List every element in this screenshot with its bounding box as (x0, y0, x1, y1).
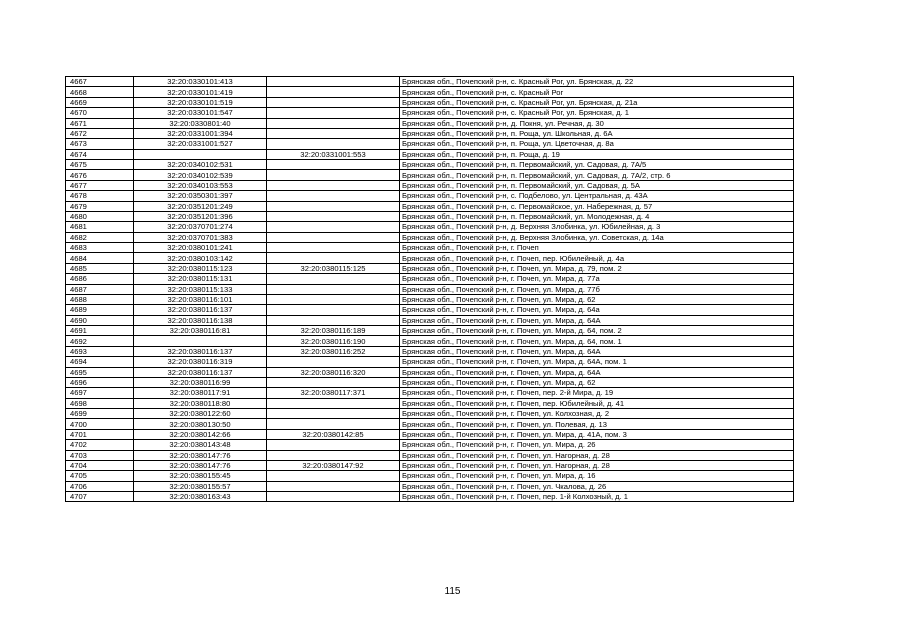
table-row (66, 77, 794, 87)
address-cell: Брянская обл., Почепский р-н, г. Почеп, пер. 2-й Мира, д. 19 (400, 388, 794, 398)
address-cell: Брянская обл., Почепский р-н, п. Роща, д. 19 (400, 149, 794, 159)
address-cell: Брянская обл., Почепский р-н, г. Почеп (400, 243, 794, 253)
linked-cadastral-number-cell (267, 201, 400, 211)
row-number-cell: 4687 (66, 284, 134, 294)
cadastral-number-cell: 32:20:0331001:527 (134, 139, 267, 149)
linked-cadastral-number-cell (267, 305, 400, 315)
linked-cadastral-number-cell: 32:20:0380115:125 (267, 263, 400, 273)
table-row (66, 108, 794, 118)
cadastral-number-cell: 32:20:0330101:519 (134, 97, 267, 107)
linked-cadastral-number-cell (267, 191, 400, 201)
linked-cadastral-number-cell (267, 440, 400, 450)
linked-cadastral-number-cell (267, 377, 400, 387)
linked-cadastral-number-cell (267, 87, 400, 97)
address-cell: Брянская обл., Почепский р-н, г. Почеп, ул. Полевая, д. 13 (400, 419, 794, 429)
table-row (66, 315, 794, 325)
linked-cadastral-number-cell (267, 315, 400, 325)
table-row (66, 388, 794, 398)
cadastral-number-cell: 32:20:0380103:142 (134, 253, 267, 263)
address-cell: Брянская обл., Почепский р-н, д. Верхняя Злобинка, ул. Юбилейная, д. 3 (400, 222, 794, 232)
address-cell: Брянская обл., Почепский р-н, п. Роща, ул. Школьная, д. 6А (400, 128, 794, 138)
linked-cadastral-number-cell (267, 160, 400, 170)
address-cell: Брянская обл., Почепский р-н, г. Почеп, пер. Юбилейный, д. 4а (400, 253, 794, 263)
table-row (66, 481, 794, 491)
row-number-cell: 4669 (66, 97, 134, 107)
address-cell: Брянская обл., Почепский р-н, г. Почеп, ул. Мира, д. 64, пом. 1 (400, 336, 794, 346)
cadastral-number-cell: 32:20:0351201:249 (134, 201, 267, 211)
address-cell: Брянская обл., Почепский р-н, г. Почеп, ул. Нагорная, д. 28 (400, 450, 794, 460)
address-cell: Брянская обл., Почепский р-н, п. Первомайский, ул. Молодежная, д. 4 (400, 211, 794, 221)
row-number-cell: 4668 (66, 87, 134, 97)
registry-table-body (66, 77, 794, 502)
row-number-cell: 4704 (66, 460, 134, 470)
table-row (66, 492, 794, 502)
linked-cadastral-number-cell: 32:20:0331001:553 (267, 149, 400, 159)
linked-cadastral-number-cell: 32:20:0380116:189 (267, 326, 400, 336)
address-cell: Брянская обл., Почепский р-н, г. Почеп, ул. Чкалова, д. 26 (400, 481, 794, 491)
address-cell: Брянская обл., Почепский р-н, п. Роща, ул. Цветочная, д. 8а (400, 139, 794, 149)
address-cell: Брянская обл., Почепский р-н, г. Почеп, ул. Мира, д. 64А (400, 367, 794, 377)
row-number-cell: 4684 (66, 253, 134, 263)
cadastral-number-cell: 32:20:0380155:45 (134, 471, 267, 481)
cadastral-number-cell: 32:20:0380116:99 (134, 377, 267, 387)
address-cell: Брянская обл., Почепский р-н, г. Почеп, ул. Колхозная, д. 2 (400, 409, 794, 419)
cadastral-number-cell: 32:20:0370701:274 (134, 222, 267, 232)
table-row (66, 377, 794, 387)
table-row (66, 429, 794, 439)
linked-cadastral-number-cell (267, 118, 400, 128)
cadastral-number-cell: 32:20:0340103:553 (134, 180, 267, 190)
linked-cadastral-number-cell (267, 180, 400, 190)
linked-cadastral-number-cell: 32:20:0380147:92 (267, 460, 400, 470)
table-row (66, 336, 794, 346)
address-cell: Брянская обл., Почепский р-н, г. Почеп, ул. Мира, д. 26 (400, 440, 794, 450)
address-cell: Брянская обл., Почепский р-н, д. Покня, ул. Речная, д. 30 (400, 118, 794, 128)
cadastral-number-cell: 32:20:0380116:137 (134, 367, 267, 377)
address-cell: Брянская обл., Почепский р-н, г. Почеп, ул. Мира, д. 77б (400, 284, 794, 294)
row-number-cell: 4680 (66, 211, 134, 221)
cadastral-number-cell: 32:20:0380116:138 (134, 315, 267, 325)
linked-cadastral-number-cell (267, 284, 400, 294)
registry-table (65, 76, 794, 502)
cadastral-number-cell (134, 336, 267, 346)
table-row (66, 460, 794, 470)
cadastral-number-cell: 32:20:0330101:413 (134, 77, 267, 87)
table-row (66, 398, 794, 408)
cadastral-number-cell: 32:20:0380118:80 (134, 398, 267, 408)
table-row (66, 180, 794, 190)
table-row (66, 97, 794, 107)
row-number-cell: 4674 (66, 149, 134, 159)
linked-cadastral-number-cell (267, 274, 400, 284)
table-row (66, 263, 794, 273)
row-number-cell: 4673 (66, 139, 134, 149)
row-number-cell: 4681 (66, 222, 134, 232)
table-row (66, 367, 794, 377)
address-cell: Брянская обл., Почепский р-н, г. Почеп, ул. Мира, д. 64А, пом. 1 (400, 357, 794, 367)
table-row (66, 243, 794, 253)
page-number: 115 (444, 586, 461, 597)
linked-cadastral-number-cell (267, 409, 400, 419)
row-number-cell: 4697 (66, 388, 134, 398)
row-number-cell: 4686 (66, 274, 134, 284)
linked-cadastral-number-cell (267, 97, 400, 107)
row-number-cell: 4688 (66, 294, 134, 304)
linked-cadastral-number-cell (267, 232, 400, 242)
table-row (66, 294, 794, 304)
table-row (66, 409, 794, 419)
address-cell: Брянская обл., Почепский р-н, д. Верхняя Злобинка, ул. Советская, д. 14а (400, 232, 794, 242)
linked-cadastral-number-cell (267, 492, 400, 502)
cadastral-number-cell: 32:20:0330101:419 (134, 87, 267, 97)
cadastral-number-cell: 32:20:0380147:76 (134, 460, 267, 470)
linked-cadastral-number-cell (267, 108, 400, 118)
linked-cadastral-number-cell (267, 450, 400, 460)
cadastral-number-cell: 32:20:0331001:394 (134, 128, 267, 138)
address-cell: Брянская обл., Почепский р-н, г. Почеп, ул. Мира, д. 41А, пом. 3 (400, 429, 794, 439)
row-number-cell: 4676 (66, 170, 134, 180)
table-row (66, 170, 794, 180)
row-number-cell: 4672 (66, 128, 134, 138)
cadastral-number-cell: 32:20:0380116:319 (134, 357, 267, 367)
row-number-cell: 4689 (66, 305, 134, 315)
linked-cadastral-number-cell (267, 222, 400, 232)
table-row (66, 232, 794, 242)
cadastral-number-cell: 32:20:0380115:123 (134, 263, 267, 273)
address-cell: Брянская обл., Почепский р-н, с. Первомайское, ул. Набережная, д. 57 (400, 201, 794, 211)
cadastral-number-cell: 32:20:0380147:76 (134, 450, 267, 460)
cadastral-number-cell: 32:20:0330801:40 (134, 118, 267, 128)
linked-cadastral-number-cell (267, 294, 400, 304)
address-cell: Брянская обл., Почепский р-н, г. Почеп, ул. Мира, д. 62 (400, 377, 794, 387)
table-row (66, 87, 794, 97)
linked-cadastral-number-cell (267, 170, 400, 180)
table-row (66, 160, 794, 170)
table-row (66, 346, 794, 356)
row-number-cell: 4693 (66, 346, 134, 356)
cadastral-number-cell: 32:20:0370701:383 (134, 232, 267, 242)
address-cell: Брянская обл., Почепский р-н, г. Почеп, пер. 1-й Колхозный, д. 1 (400, 492, 794, 502)
address-cell: Брянская обл., Почепский р-н, г. Почеп, ул. Мира, д. 64, пом. 2 (400, 326, 794, 336)
address-cell: Брянская обл., Почепский р-н, г. Почеп, ул. Мира, д. 64а (400, 305, 794, 315)
row-number-cell: 4696 (66, 377, 134, 387)
linked-cadastral-number-cell (267, 419, 400, 429)
linked-cadastral-number-cell (267, 481, 400, 491)
address-cell: Брянская обл., Почепский р-н, п. Первомайский, ул. Садовая, д. 5А (400, 180, 794, 190)
row-number-cell: 4691 (66, 326, 134, 336)
row-number-cell: 4682 (66, 232, 134, 242)
address-cell: Брянская обл., Почепский р-н, г. Почеп, ул. Мира, д. 64А (400, 315, 794, 325)
table-row (66, 274, 794, 284)
table-row (66, 201, 794, 211)
row-number-cell: 4707 (66, 492, 134, 502)
row-number-cell: 4705 (66, 471, 134, 481)
row-number-cell: 4675 (66, 160, 134, 170)
table-row (66, 419, 794, 429)
table-row (66, 253, 794, 263)
cadastral-number-cell: 32:20:0330101:547 (134, 108, 267, 118)
linked-cadastral-number-cell (267, 77, 400, 87)
row-number-cell: 4677 (66, 180, 134, 190)
row-number-cell: 4671 (66, 118, 134, 128)
row-number-cell: 4699 (66, 409, 134, 419)
address-cell: Брянская обл., Почепский р-н, с. Подбелово, ул. Центральная, д. 43А (400, 191, 794, 201)
address-cell: Брянская обл., Почепский р-н, г. Почеп, ул. Мира, д. 79, пом. 2 (400, 263, 794, 273)
row-number-cell: 4679 (66, 201, 134, 211)
address-cell: Брянская обл., Почепский р-н, п. Первомайский, ул. Садовая, д. 7А/2, стр. 6 (400, 170, 794, 180)
table-row (66, 284, 794, 294)
table-row (66, 139, 794, 149)
linked-cadastral-number-cell: 32:20:0380117:371 (267, 388, 400, 398)
cadastral-number-cell: 32:20:0380115:131 (134, 274, 267, 284)
row-number-cell: 4670 (66, 108, 134, 118)
row-number-cell: 4692 (66, 336, 134, 346)
table-row (66, 222, 794, 232)
cadastral-number-cell: 32:20:0380116:137 (134, 346, 267, 356)
table-row (66, 357, 794, 367)
address-cell: Брянская обл., Почепский р-н, г. Почеп, ул. Мира, д. 62 (400, 294, 794, 304)
linked-cadastral-number-cell (267, 243, 400, 253)
row-number-cell: 4698 (66, 398, 134, 408)
row-number-cell: 4690 (66, 315, 134, 325)
address-cell: Брянская обл., Почепский р-н, г. Почеп, ул. Нагорная, д. 28 (400, 460, 794, 470)
address-cell: Брянская обл., Почепский р-н, г. Почеп, ул. Мира, д. 64А (400, 346, 794, 356)
row-number-cell: 4700 (66, 419, 134, 429)
address-cell: Брянская обл., Почепский р-н, г. Почеп, ул. Мира, д. 16 (400, 471, 794, 481)
row-number-cell: 4683 (66, 243, 134, 253)
row-number-cell: 4702 (66, 440, 134, 450)
row-number-cell: 4667 (66, 77, 134, 87)
row-number-cell: 4706 (66, 481, 134, 491)
cadastral-number-cell: 32:20:0380122:60 (134, 409, 267, 419)
table-row (66, 440, 794, 450)
linked-cadastral-number-cell (267, 398, 400, 408)
cadastral-number-cell: 32:20:0350301:397 (134, 191, 267, 201)
row-number-cell: 4678 (66, 191, 134, 201)
address-cell: Брянская обл., Почепский р-н, г. Почеп, ул. Мира, д. 77а (400, 274, 794, 284)
address-cell: Брянская обл., Почепский р-н, с. Красный Рог (400, 87, 794, 97)
row-number-cell: 4701 (66, 429, 134, 439)
linked-cadastral-number-cell: 32:20:0380116:320 (267, 367, 400, 377)
linked-cadastral-number-cell: 32:20:0380142:85 (267, 429, 400, 439)
linked-cadastral-number-cell (267, 471, 400, 481)
address-cell: Брянская обл., Почепский р-н, с. Красный Рог, ул. Брянская, д. 21а (400, 97, 794, 107)
cadastral-number-cell (134, 149, 267, 159)
cadastral-number-cell: 32:20:0380116:137 (134, 305, 267, 315)
cadastral-number-cell: 32:20:0380116:81 (134, 326, 267, 336)
table-row (66, 211, 794, 221)
cadastral-number-cell: 32:20:0380116:101 (134, 294, 267, 304)
address-cell: Брянская обл., Почепский р-н, п. Первомайский, ул. Садовая, д. 7А/5 (400, 160, 794, 170)
table-row (66, 191, 794, 201)
linked-cadastral-number-cell: 32:20:0380116:252 (267, 346, 400, 356)
linked-cadastral-number-cell (267, 139, 400, 149)
cadastral-number-cell: 32:20:0380163:43 (134, 492, 267, 502)
row-number-cell: 4685 (66, 263, 134, 273)
cadastral-number-cell: 32:20:0380115:133 (134, 284, 267, 294)
linked-cadastral-number-cell (267, 357, 400, 367)
address-cell: Брянская обл., Почепский р-н, с. Красный Рог, ул. Брянская, д. 1 (400, 108, 794, 118)
row-number-cell: 4694 (66, 357, 134, 367)
address-cell: Брянская обл., Почепский р-н, с. Красный Рог, ул. Брянская, д. 22 (400, 77, 794, 87)
linked-cadastral-number-cell (267, 211, 400, 221)
table-row (66, 128, 794, 138)
linked-cadastral-number-cell (267, 128, 400, 138)
table-row (66, 471, 794, 481)
cadastral-number-cell: 32:20:0380117:91 (134, 388, 267, 398)
table-row (66, 149, 794, 159)
table-row (66, 118, 794, 128)
cadastral-number-cell: 32:20:0380101:241 (134, 243, 267, 253)
row-number-cell: 4695 (66, 367, 134, 377)
table-row (66, 305, 794, 315)
cadastral-number-cell: 32:20:0380155:57 (134, 481, 267, 491)
table-row (66, 450, 794, 460)
table-row (66, 326, 794, 336)
linked-cadastral-number-cell (267, 253, 400, 263)
cadastral-number-cell: 32:20:0380142:66 (134, 429, 267, 439)
linked-cadastral-number-cell: 32:20:0380116:190 (267, 336, 400, 346)
cadastral-number-cell: 32:20:0340102:539 (134, 170, 267, 180)
cadastral-number-cell: 32:20:0380143:48 (134, 440, 267, 450)
row-number-cell: 4703 (66, 450, 134, 460)
address-cell: Брянская обл., Почепский р-н, г. Почеп, пер. Юбилейный, д. 41 (400, 398, 794, 408)
cadastral-number-cell: 32:20:0380130:50 (134, 419, 267, 429)
cadastral-number-cell: 32:20:0340102:531 (134, 160, 267, 170)
cadastral-number-cell: 32:20:0351201:396 (134, 211, 267, 221)
